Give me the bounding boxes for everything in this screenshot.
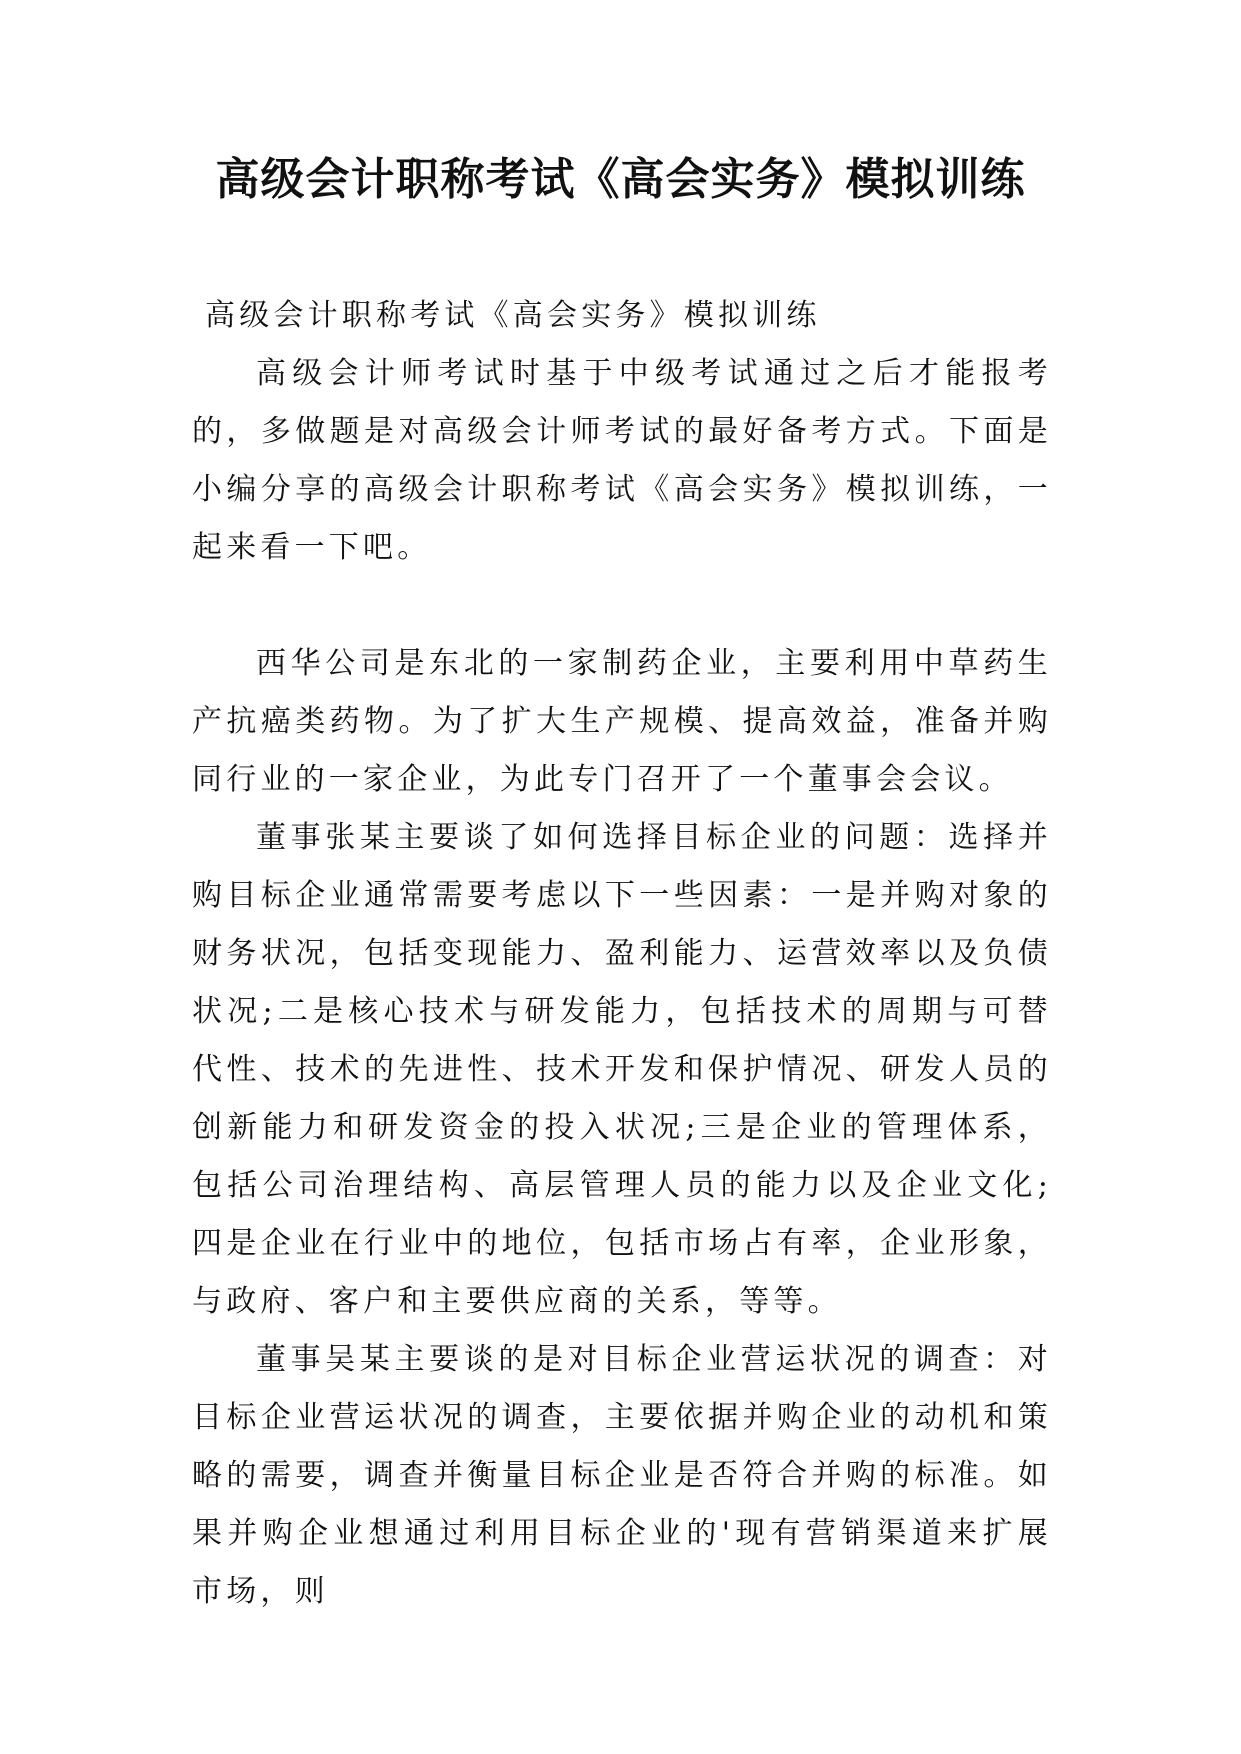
document-subtitle: 高级会计职称考试《高会实务》模拟训练 — [205, 298, 821, 333]
paragraph-director-wu: 董事吴某主要谈的是对目标企业营运状况的调查：对目标企业营运状况的调查，主要依据并购企业的动机和策略的需要，调查并衡量目标企业是否符合并购的标准。如果并购企业想通过利用目标企业的'现有营销渠道来扩展市场，则 — [192, 1342, 1052, 1609]
document-title: 高级会计职称考试《高会实务》模拟训练 — [215, 154, 1026, 205]
paragraph-company-background: 西华公司是东北的一家制药企业，主要利用中草药生产抗癌类药物。为了扩大生产规模、提高效益，准备并购同行业的一家企业，为此专门召开了一个董事会会议。 — [192, 646, 1052, 797]
paragraph-intro: 高级会计师考试时基于中级考试通过之后才能报考的，多做题是对高级会计师考试的最好备考方式。下面是小编分享的高级会计职称考试《高会实务》模拟训练，一起来看一下吧。 — [192, 356, 1052, 565]
paragraph-director-zhang: 董事张某主要谈了如何选择目标企业的问题：选择并购目标企业通常需要考虑以下一些因素：一是并购对象的财务状况，包括变现能力、盈利能力、运营效率以及负债状况;二是核心技术与研发能力，包括技术的周期与可替代性、技术的先进性、技术开发和保护情况、研发人员的创新能力和研发资金的投入状况;三是企业的管理体系，包括公司治理结构、高层管理人员的能力以及企业文化;四是企业在行业中的地位，包括市场占有率，企业形象，与政府、客户和主要供应商的关系，等等。 — [192, 820, 1052, 1319]
